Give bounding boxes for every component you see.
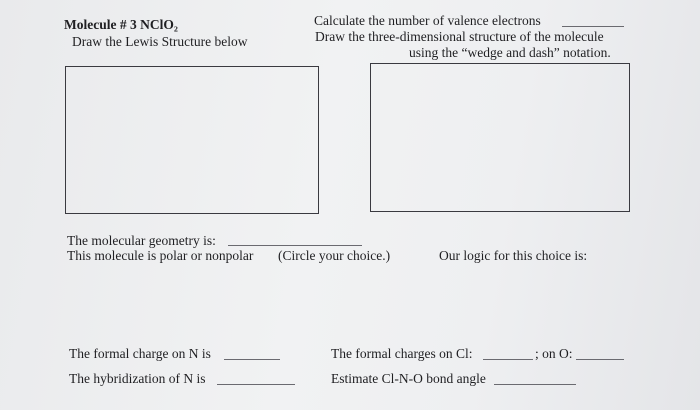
lewis-instruction: Draw the Lewis Structure below — [72, 34, 248, 49]
valence-answer-line[interactable] — [562, 26, 624, 27]
molecular-geometry-answer-line[interactable] — [228, 245, 362, 246]
circle-choice-note: (Circle your choice.) — [278, 248, 391, 263]
hybridization-n-label: The hybridization of N is — [69, 371, 206, 386]
bond-angle-answer-line[interactable] — [494, 384, 576, 385]
molecular-geometry-label: The molecular geometry is: — [67, 233, 216, 248]
formal-charge-n-answer-line[interactable] — [224, 359, 280, 360]
logic-label: Our logic for this choice is: — [439, 248, 588, 263]
formal-charge-cl-label: The formal charges on Cl: — [331, 346, 473, 361]
formal-charge-n-label: The formal charge on N is — [69, 346, 211, 361]
valence-question: Calculate the number of valence electrons — [314, 13, 541, 28]
formal-charge-cl-answer-line[interactable] — [483, 359, 533, 360]
molecule-title: Molecule # 3 NClO₂ — [64, 17, 178, 32]
hybridization-n-answer-line[interactable] — [217, 384, 295, 385]
formal-charge-o-label: ; on O: — [535, 346, 573, 361]
formal-charge-o-answer-line[interactable] — [576, 359, 624, 360]
bond-angle-label: Estimate Cl-N-O bond angle — [331, 371, 486, 386]
three-d-structure-box[interactable] — [370, 63, 630, 212]
polarity-question: This molecule is polar or nonpolar — [67, 248, 254, 263]
three-d-instruction-line1: Draw the three-dimensional structure of the molecule — [315, 29, 604, 44]
lewis-structure-box[interactable] — [65, 66, 319, 214]
three-d-instruction-line2: using the “wedge and dash” notation. — [409, 45, 611, 60]
